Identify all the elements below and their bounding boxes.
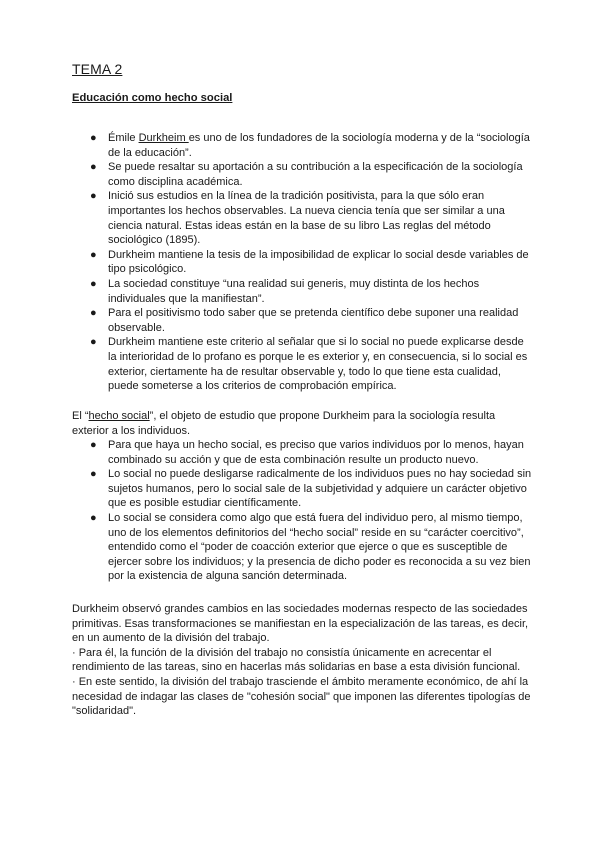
list-item-text: Durkheim mantiene la tesis de la imposibilidad de explicar lo social desde variables de tipo psicológico. xyxy=(108,248,529,276)
list-item-text: Inició sus estudios en la línea de la tradición positivista, para la que sólo eran importantes los hechos observables. La nueva ciencia tenía que ser similar a una ciencia natural. Estas ideas están en la base de su libro Las reglas del método sociológico (1895). xyxy=(108,190,505,247)
list-item xyxy=(72,467,532,511)
list-item xyxy=(72,335,532,393)
bullet-icon: ● xyxy=(90,161,97,174)
list-item xyxy=(72,189,532,247)
list-item-text: Lo social no puede desligarse radicalmente de los individuos pues no hay sociedad sin sujetos humanos, pero lo social sale de la subjetividad y adquiere un carácter objetivo que es posible estudiar científicamente. xyxy=(108,468,532,510)
paragraph-line: Durkheim observó grandes cambios en las sociedades modernas respecto de las sociedades primitivas. Esas transformaciones se manifiestan en la especialización de las tareas, es decir, en un aumento de la división del trabajo. xyxy=(72,603,529,645)
bullet-icon: ● xyxy=(90,439,97,451)
list-item xyxy=(72,438,532,467)
list-item-text: La sociedad constituye “una realidad sui generis, muy distinta de los hechos individuales que la manifiestan”. xyxy=(108,277,480,305)
list-item-text: Para el positivismo todo saber que se pretenda científico debe suponer una realidad observable. xyxy=(108,307,519,334)
list-item xyxy=(72,511,532,584)
bullet-icon: ● xyxy=(90,132,97,144)
page-title: TEMA 2 xyxy=(72,61,123,77)
list-item xyxy=(72,160,532,189)
list-item-text: Para que haya un hecho social, es preciso que varios individuos por lo menos, hayan combinado su acción y que de esta combinación resulte un producto nuevo. xyxy=(108,439,524,466)
bullet-icon: ● xyxy=(90,190,97,203)
list-item-text: Se puede resaltar su aportación a su contribución a la especificación de la sociología como disciplina académica. xyxy=(108,161,523,188)
bullet-list-hecho-social xyxy=(72,438,532,584)
bullet-icon: ● xyxy=(90,511,97,524)
paragraph-line: · En este sentido, la división del trabajo trasciende el ámbito meramente económico, de ahí la necesidad de indagar las clases de "cohesión social" que imponen las diferentes tipologías de "solidaridad". xyxy=(72,675,531,718)
list-item xyxy=(72,248,532,277)
paragraph-line: · Para él, la función de la división del trabajo no consistía únicamente en acrecentar el rendimiento de las tareas, sino en hacerlas más solidarias en base a esta división funcional. xyxy=(72,646,521,674)
list-item-text: Durkheim mantiene este criterio al señalar que si lo social no puede explicarse desde la interioridad de lo profano es porque le es exterior y, en consecuencia, si lo social es exterior, ciertamente ha de resultar observable y, todo lo que tiene esta cualidad, puede someterse a los criterios de comprobación empírica. xyxy=(108,336,528,393)
list-item-text: Lo social se considera como algo que está fuera del individuo pero, al mismo tiempo, uno de los elementos definitorios del “hecho social” reside en su “carácter coercitivo”, entendido como el “poder de coacción exterior que ejerce o que es susceptible de ejercer sobre los individuos; y la presencia de dicho poder es reconocida a su vez bien por la existencia de alguna sanción determinada. xyxy=(108,511,531,583)
paragraph-text: ”, el objeto de estudio que propone Durkheim para la sociología resulta exterior a los individuos. xyxy=(72,410,496,437)
bullet-icon: ● xyxy=(90,248,97,261)
section-subtitle: Educación como hecho social xyxy=(72,92,233,104)
final-paragraph xyxy=(72,602,532,719)
durkheim-link[interactable]: Durkheim xyxy=(138,132,189,144)
paragraph-prefix: El “ xyxy=(72,410,89,422)
bullet-icon: ● xyxy=(90,336,97,349)
list-item-prefix: Émile xyxy=(108,132,139,144)
hecho-social-paragraph xyxy=(72,409,532,438)
bullet-icon: ● xyxy=(90,468,97,481)
list-item xyxy=(72,277,532,306)
list-item-text: es uno de los fundadores de la sociología moderna y de la “sociología de la educación”. xyxy=(108,132,530,159)
bullet-icon: ● xyxy=(90,277,97,290)
hecho-social-link[interactable]: hecho social xyxy=(88,410,150,422)
bullet-icon: ● xyxy=(90,307,97,320)
list-item xyxy=(72,131,532,160)
list-item xyxy=(72,306,532,335)
bullet-list-durkheim xyxy=(72,131,532,394)
